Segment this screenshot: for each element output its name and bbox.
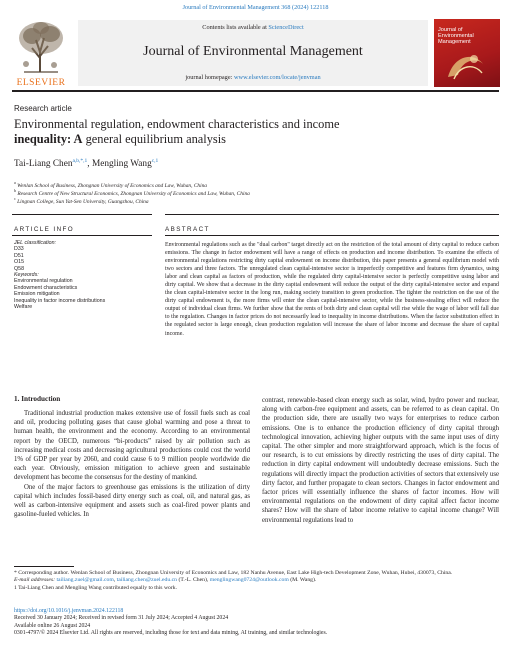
- affiliation-mark: c: [14, 196, 16, 201]
- available-online: Available online 26 August 2024: [14, 622, 91, 629]
- body-column-right: [262, 396, 499, 525]
- email-label: E-mail addresses:: [14, 577, 57, 584]
- abstract-heading: ABSTRACT: [165, 226, 210, 233]
- email-line: [14, 577, 499, 584]
- title-line-1: Environmental regulation, endowment characteristics and income: [14, 117, 340, 131]
- body-column-left: [14, 409, 250, 519]
- article-info-panel: [14, 240, 154, 310]
- affiliation-c: [14, 196, 149, 205]
- affiliation-text: Wenlan School of Business, Zhongnan University of Economics and Law, Wuhan, China: [17, 182, 208, 189]
- affiliation-mark: a: [14, 180, 16, 185]
- elsevier-tree-icon: [14, 18, 68, 74]
- abstract-text: Environmental regulations such as the "dual carbon" target directly act on the restriction of the total amount of dirty capital to reduce carbon emissions. The change in factor endowment will have a range of effects on production and income distribution. To examine the effects of environmental regulations restricting dirty capital endowment on income distribution, this paper presents a general equilibrium model with two sectors and three factors. The unregulated clean capital-intensive sector is imperfectly competitive and features firm dynamics, using labor and clean capital as factors of production, while the regulated dirty capital-intensive sector is perfectly competitive using labor and dirty capital. We show that a decrease in the dirty capital endowment will reduce the output of the dirty capital-intensive sector and expand the clean capital-intensive sector in the long run, making society transition to green production. The tighter the restriction on the use of the dirty capital endowment is, the more firms will enter the clean capital-intensive sector, while the business-stealing effect will reduce the output of individual clean firms. We further show that the rents of both dirty and clean capital will rise while the wage of labor will fall due to the regulation. Changes in factor prices do not necessarily lead to inequality in income distributions. When the factor substitution effect in the regulated sector is large enough, clean production regulation will increase the share of labor income and decrease the share of capital income.: [165, 242, 499, 337]
- elsevier-logo[interactable]: [12, 18, 70, 88]
- journal-header-panel: [78, 20, 428, 86]
- title-bold-part: inequality: A: [14, 132, 83, 146]
- equal-contribution-note: 1 Tai-Liang Chen and Mengling Wang contributed equally to this work.: [14, 584, 178, 591]
- contents-line: [78, 24, 428, 31]
- publication-info: [14, 608, 499, 637]
- author-list: [14, 158, 158, 169]
- jel-code: O15: [14, 259, 25, 266]
- copyright-line: 0301-4797/© 2024 Elsevier Ltd. All rights are reserved, including those for text and data mining, AI training, and similar technologies.: [14, 629, 328, 636]
- journal-title: Journal of Environmental Management: [143, 44, 363, 59]
- homepage-line: [78, 74, 428, 81]
- title-line-2: [14, 132, 454, 147]
- jel-code: D33: [14, 246, 24, 253]
- article-info-divider: [12, 214, 152, 215]
- affiliation-mark: b: [14, 188, 16, 193]
- affiliation-text: Lingnan College, Sun Yat-Sen University, Guangzhou, China: [17, 198, 149, 205]
- homepage-prefix: journal homepage:: [185, 74, 234, 81]
- article-info-subdivider: [12, 235, 152, 236]
- footnotes: [14, 570, 499, 592]
- sciencedirect-link[interactable]: ScienceDirect: [268, 24, 304, 31]
- affiliation-text: Research Centre of New Structural Economics, Zhongnan University of Economics and Law, Wuhan, China: [17, 190, 250, 197]
- jel-code: Q58: [14, 265, 25, 272]
- author-name-2[interactable]: Mengling Wang: [91, 159, 152, 170]
- email-link-1[interactable]: tailiang.zuel@gmail.com: [56, 577, 114, 584]
- journal-reference[interactable]: Journal of Environmental Management 368 (2024) 122118: [182, 4, 329, 11]
- email-separator: ,: [113, 577, 117, 584]
- article-info-heading: ARTICLE INFO: [14, 226, 75, 233]
- homepage-link[interactable]: www.elsevier.com/locate/jenvman: [233, 74, 321, 81]
- title-rest: general equilibrium analysis: [82, 132, 227, 146]
- jel-label: JEL classification:: [14, 240, 57, 246]
- paragraph: Traditional industrial production makes extensive use of fossil fuels such as coal and oil, producing polluting gases that cause global warming and pose a threat to human health, the environment and the economy. According to an environmental report by the OECD, numerous “bi-products” raised by air pollution such as increasing medical costs and decreasing agricultural productions could cost the world 1% of GDP per year by 2060, and could cause 6 to 9 million people worldwide die each year. Obviously, emission mitigation to achieve green and sustainable development has become the consensus for the destiny of mankind.: [14, 410, 250, 482]
- header-divider: [12, 90, 499, 92]
- author-name-1[interactable]: Tai-Liang Chen: [14, 159, 73, 170]
- keyword: Environmental regulation: [14, 278, 73, 285]
- elsevier-wordmark: ELSEVIER: [16, 78, 66, 88]
- email-link-3[interactable]: menglingwang0724@outlook.com: [209, 577, 289, 584]
- author-separator: ,: [87, 159, 92, 170]
- paragraph: One of the major factors to greenhouse gas emissions is the utilization of dirty capital which includes fossil-based dirty energy such as coal, oil, and natural gas, as well as carbon-intensive equipment and assets such as coal-fired power plants and gasoline-fueled vehicles. In: [14, 483, 250, 519]
- paragraph: contrast, renewable-based clean energy such as solar, wind, hydro power and nuclear, along with carbon-free equipment and assets, can be referred to as clean capital. On the production side, there are usually two ways for enterprises to reduce carbon emissions. One is to enhance the production efficiency of dirty capital through technological innovation, achieving higher outputs with the same input uses of dirty capital. The other simpler and more straightforward approach, which is the focus of our research, is to cut emissions by directly restricting the uses of dirty capital. The reduction in dirty capital endowment will undoubtedly decrease emissions. Such the regulations will directly impact the production activities of sectors that extensively use dirty factor, and further propagate to clean sectors. Changes in factor endowment and factor prices will essentially influence the shares of factor incomes. How will environmental regulations on the endowment of dirty capital affect factor income shares? How will the share of labor income relative to capital income change? Will environmental regulations lead to: [262, 397, 499, 524]
- contents-prefix: Contents lists available at: [202, 24, 269, 31]
- keywords-label: Keywords:: [14, 272, 39, 279]
- doi-link[interactable]: https://doi.org/10.1016/j.jenvman.2024.122118: [14, 608, 124, 614]
- cover-title: Journal of Environmental Management: [438, 27, 474, 45]
- author-2-affiliation-marks[interactable]: c,1: [151, 158, 159, 164]
- article-title: [14, 117, 454, 147]
- introduction-heading: 1. Introduction: [14, 395, 61, 403]
- abstract-divider: [165, 214, 499, 215]
- corresponding-author-note: * Corresponding author. Wenlan School of Business, Zhongnan University of Economics and Law, 182 Nanhu Avenue, East Lake High-tech Development Zone, Wuhan, Hubei, 430073, China.: [14, 570, 453, 576]
- keyword: Endowment characteristics: [14, 284, 78, 291]
- footnote-rule: [14, 566, 74, 567]
- received-dates: Received 30 January 2024; Received in revised form 31 July 2024; Accepted 4 August 2024: [14, 615, 229, 622]
- email-link-2[interactable]: tailiang.chen@zuel.edu.cn: [116, 577, 178, 584]
- cover-art-icon: [444, 47, 488, 81]
- email-attribution-1: (T.-L. Chen),: [177, 577, 210, 584]
- jel-code: D51: [14, 252, 24, 259]
- keyword: Inequality in factor income distributions: [14, 297, 106, 304]
- email-attribution-2: (M. Wang).: [288, 577, 317, 584]
- journal-cover-image[interactable]: [434, 19, 500, 87]
- article-type: Research article: [14, 104, 72, 113]
- keyword: Welfare: [14, 304, 33, 311]
- abstract-subdivider: [165, 235, 499, 236]
- keyword: Emission mitigation: [14, 291, 60, 298]
- author-1-affiliation-marks[interactable]: a,b,*,1: [72, 158, 88, 164]
